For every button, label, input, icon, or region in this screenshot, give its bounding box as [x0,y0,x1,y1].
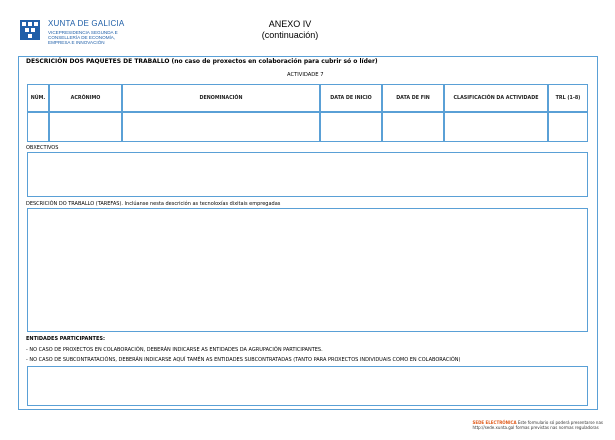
participants-textarea[interactable] [27,366,588,406]
logo-sub-line-1: VICEPRESIDENCIA SEGUNDA E [48,30,118,35]
trl-field[interactable] [548,112,588,142]
footer [472,420,603,430]
col-header-end-date: DATA DE FIN [382,84,444,112]
annex-title: ANEXO IV [268,19,312,29]
work-description-label: DESCRICIÓN DO TRABALLO (TAREFAS). Inclúanse nesta descrición as tecnoloxías dixitais empregadas [26,201,281,207]
col-header-acronym: ACRÓNIMO [49,84,122,112]
xunta-emblem-icon [20,20,40,40]
logo-name: XUNTA DE GALICIA [48,19,125,28]
annex-subtitle: (continuación) [261,30,319,40]
logo-sub-line-3: EMPRESA E INNOVACIÓN [48,40,105,45]
col-header-classification: CLASIFICACIÓN DA ACTIVIDADE [444,84,548,112]
logo-sub-line-2: CONSELLERÍA DE ECONOMÍA, [48,35,116,40]
num-field[interactable] [27,112,49,142]
work-description-textarea[interactable] [27,208,588,332]
objectives-textarea[interactable] [27,152,588,197]
note-subcontract: - NO CASO DE SUBCONTRATACIÓNS, DEBERÁN INDICARSE AQUÍ TAMÉN AS ENTIDADES SUBCONTRATADAS (TANTO PARA PROXECTOS INDIVIDUAIS COMO EN COLABORACIÓN) [26,357,461,363]
denomination-field[interactable] [122,112,320,142]
col-header-start-date: DATA DE INICIO [320,84,382,112]
footer-url[interactable]: http://sede.xunta.gal [472,425,515,430]
classification-select[interactable] [444,112,548,142]
acronym-field[interactable] [49,112,122,142]
objectives-label: OBXECTIVOS [26,145,59,151]
activity-label: ACTIVIDADE 7 [287,72,324,78]
sede-link[interactable]: SEDE ELECTRÓNICA [472,420,517,425]
annex-heading [240,19,340,41]
footer-text-2: formas previstas nas normas reguladoras [515,425,599,430]
section-title: DESCRICIÓN DOS PAQUETES DE TRABALLO (no caso de proxectos en colaboración para cubrir só o líder) [26,58,378,65]
col-header-num: NÚM. [27,84,49,112]
xunta-logo [12,14,132,54]
footer-text-1: Este formulario só poderá presentarse nas [517,420,603,425]
start-date-field[interactable] [320,112,382,142]
col-header-denomination: DENOMINACIÓN [122,84,320,112]
col-header-trl: TRL (1-8) [548,84,588,112]
end-date-field[interactable] [382,112,444,142]
participants-label: ENTIDADES PARTICIPANTES: [26,336,105,342]
note-collaboration: - NO CASO DE PROXECTOS EN COLABORACIÓN, DEBERÁN INDICARSE AS ENTIDADES DA AGRUPACIÓN PARTICIPANTES. [26,347,323,353]
